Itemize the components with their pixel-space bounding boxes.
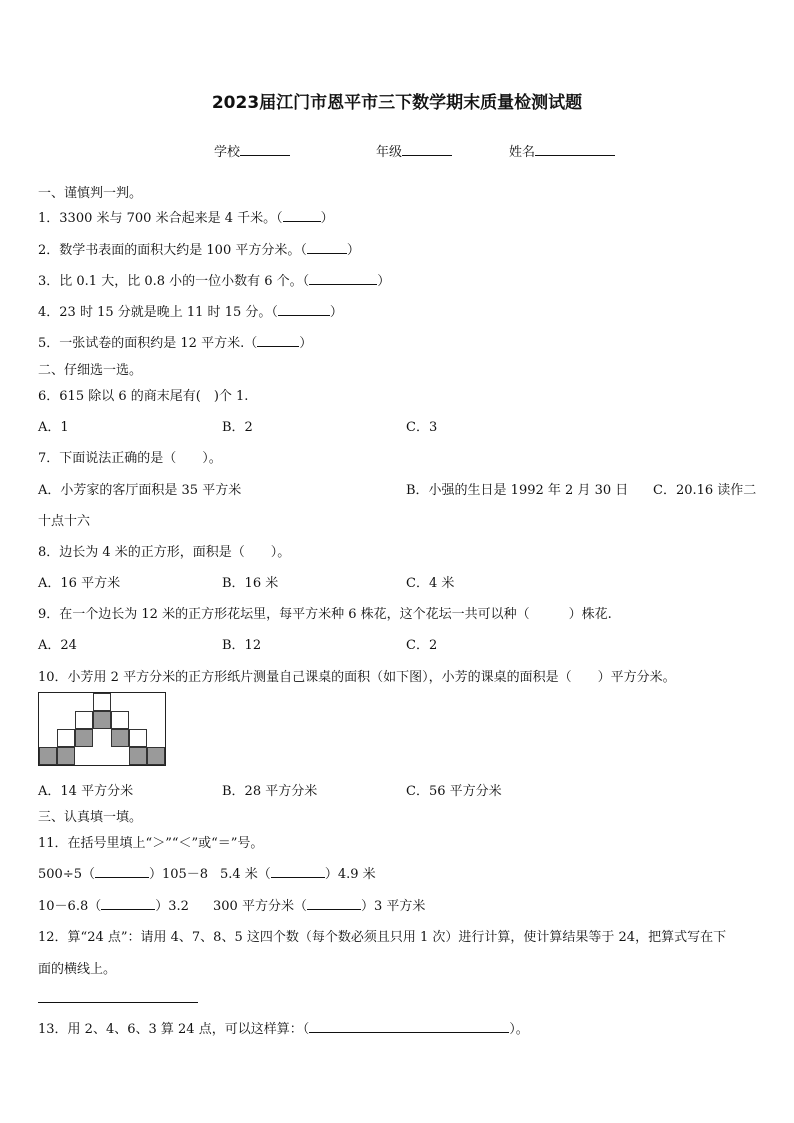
question-13-text: 13．用 2、4、6、3 算 24 点，可以这样算：（	[38, 1022, 310, 1037]
option-9a[interactable]: A．24	[38, 638, 77, 653]
desk-figure	[38, 692, 166, 766]
paper-square	[129, 747, 147, 765]
compare-right: ）3 平方米	[360, 899, 426, 914]
compare-left: 10－6.8（	[38, 899, 102, 914]
option-8b[interactable]: B．16 米	[222, 576, 279, 591]
paper-square	[111, 729, 129, 747]
question-3-close: ）	[377, 274, 391, 289]
school-label: 学校	[214, 145, 241, 160]
answer-blank-3[interactable]	[309, 272, 377, 285]
question-12-line1: 12．算“24 点”：请用 4、7、8、5 这四个数（每个数必须且只用 1 次）进行计算，使计算结果等于 24，把算式写在下	[38, 930, 727, 945]
answer-line-12[interactable]	[38, 1002, 198, 1003]
option-9b[interactable]: B．12	[222, 638, 262, 653]
compare-row-2a	[38, 895, 189, 914]
option-9c[interactable]: C．2	[406, 638, 438, 653]
paper-square	[57, 747, 75, 765]
paper-square	[147, 747, 165, 765]
option-8a[interactable]: A．16 平方米	[38, 576, 121, 591]
question-12-line2: 面的横线上。	[38, 962, 117, 977]
compare-left: 500÷5（	[38, 867, 95, 882]
option-10b[interactable]: B．28 平方分米	[222, 784, 318, 799]
compare-blank[interactable]	[101, 897, 155, 910]
question-3	[38, 270, 390, 289]
question-4-text: 4．23 时 15 分就是晚上 11 时 15 分。（	[38, 305, 278, 320]
question-4	[38, 301, 343, 320]
name-field	[509, 141, 615, 160]
paper-square	[39, 747, 57, 765]
name-label: 姓名	[509, 145, 536, 160]
question-2-close: ）	[346, 243, 360, 258]
question-6-text: 6．615 除以 6 的商末尾有( )个 1.	[38, 389, 249, 404]
question-7-text: 7．下面说法正确的是（ ）。	[38, 451, 222, 466]
question-9-text: 9．在一个边长为 12 米的正方形花坛里，每平方米种 6 株花，这个花坛一共可以种（ ）株花.	[38, 607, 612, 622]
paper-square	[93, 711, 111, 729]
compare-left: 5.4 米（	[220, 867, 271, 882]
compare-blank[interactable]	[95, 865, 149, 878]
page-title: 2023届江门市恩平市三下数学期末质量检测试题	[211, 93, 583, 113]
question-3-text: 3．比 0.1 大，比 0.8 小的一位小数有 6 个。（	[38, 274, 310, 289]
paper-square	[111, 711, 129, 729]
question-2	[38, 239, 360, 258]
compare-right: ）4.9 米	[324, 867, 376, 882]
question-13-close: ）。	[509, 1022, 529, 1037]
compare-row-1a	[38, 863, 208, 882]
section-heading-3: 三、认真填一填。	[38, 810, 143, 825]
option-7c-continued: 十点十六	[38, 514, 91, 529]
compare-row-1b	[220, 863, 376, 882]
option-7a[interactable]: A．小芳家的客厅面积是 35 平方米	[38, 483, 242, 498]
answer-blank-2[interactable]	[307, 241, 347, 254]
question-1	[38, 207, 334, 226]
compare-right: ）3.2	[155, 899, 189, 914]
paper-square	[57, 729, 75, 747]
option-8c[interactable]: C．4 米	[406, 576, 455, 591]
name-blank[interactable]	[535, 143, 615, 156]
school-blank[interactable]	[240, 143, 290, 156]
question-4-close: ）	[329, 305, 343, 320]
paper-square	[75, 711, 93, 729]
option-7b[interactable]: B．小强的生日是 1992 年 2 月 30 日	[406, 483, 629, 498]
option-10a[interactable]: A．14 平方分米	[38, 784, 134, 799]
question-10-text: 10．小芳用 2 平方分米的正方形纸片测量自己课桌的面积（如下图），小芳的课桌的面积是（ ）平方分米。	[38, 670, 676, 685]
option-6b[interactable]: B．2	[222, 420, 253, 435]
question-11-text: 11．在括号里填上“＞”“＜”或“＝”号。	[38, 836, 264, 851]
option-7c[interactable]: C．20.16 读作二	[653, 483, 757, 498]
question-5-close: ）	[299, 336, 313, 351]
answer-blank-13[interactable]	[309, 1020, 509, 1033]
grade-blank[interactable]	[402, 143, 452, 156]
compare-row-2b	[213, 895, 425, 914]
compare-right: ）105－8	[148, 867, 209, 882]
question-5	[38, 332, 312, 351]
answer-blank-1[interactable]	[283, 209, 321, 222]
question-13	[38, 1018, 529, 1037]
question-5-text: 5．一张试卷的面积约是 12 平方米.（	[38, 336, 258, 351]
question-1-text: 1．3300 米与 700 米合起来是 4 千米。（	[38, 211, 283, 226]
question-1-close: ）	[320, 211, 334, 226]
option-6c[interactable]: C．3	[406, 420, 438, 435]
option-10c[interactable]: C．56 平方分米	[406, 784, 502, 799]
option-6a[interactable]: A．1	[38, 420, 69, 435]
answer-blank-4[interactable]	[278, 303, 330, 316]
grade-field	[376, 141, 452, 160]
compare-blank[interactable]	[271, 865, 325, 878]
question-2-text: 2．数学书表面的面积大约是 100 平方分米。（	[38, 243, 307, 258]
answer-blank-5[interactable]	[257, 334, 299, 347]
section-heading-1: 一、谨慎判一判。	[38, 186, 143, 201]
question-8-text: 8．边长为 4 米的正方形，面积是（ ）。	[38, 545, 291, 560]
paper-square	[75, 729, 93, 747]
grade-label: 年级	[376, 145, 403, 160]
paper-square	[129, 729, 147, 747]
compare-left: 300 平方分米（	[213, 899, 307, 914]
compare-blank[interactable]	[307, 897, 361, 910]
section-heading-2: 二、仔细选一选。	[38, 363, 143, 378]
school-field	[214, 141, 290, 160]
paper-square	[93, 693, 111, 711]
